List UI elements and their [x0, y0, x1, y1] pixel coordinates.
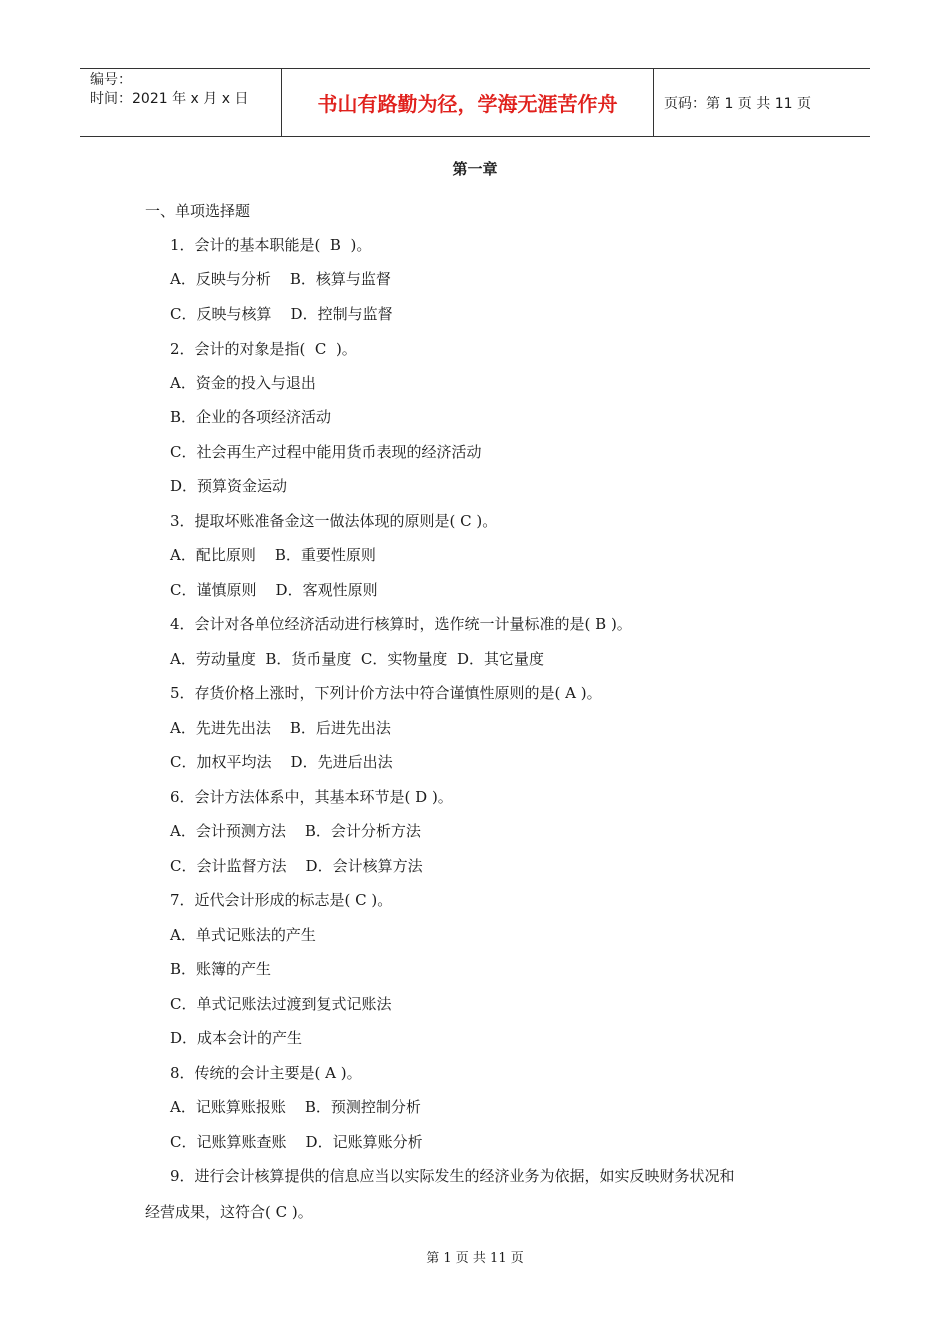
- question-line: 9．进行会计核算提供的信息应当以实际发生的经济业务为依据，如实反映财务状况和: [170, 1167, 735, 1185]
- header-page-cell: [654, 69, 870, 136]
- header-meta-cell: [80, 69, 282, 136]
- question-line: 5．存货价格上涨时，下列计价方法中符合谨慎性原则的是( A )。: [170, 684, 602, 702]
- option-line: A．单式记账法的产生: [170, 926, 316, 944]
- option-line: B．企业的各项经济活动: [170, 408, 332, 426]
- page-footer: 第 1 页 共 11 页: [426, 1251, 524, 1266]
- option-line: A．配比原则 B．重要性原则: [170, 546, 376, 564]
- question-line: 7．近代会计形成的标志是( C )。: [170, 891, 393, 909]
- option-line: C．谨慎原则 D．客观性原则: [170, 581, 378, 599]
- option-line: B．账簿的产生: [170, 960, 272, 978]
- question-line: 2．会计的对象是指( C )。: [170, 340, 357, 358]
- option-line: A．反映与分析 B．核算与监督: [170, 270, 391, 288]
- option-line: C．会计监督方法 D．会计核算方法: [170, 857, 423, 875]
- option-line: A．会计预测方法 B．会计分析方法: [170, 822, 421, 840]
- option-line: C．记账算账查账 D．记账算账分析: [170, 1133, 423, 1151]
- option-line: D．预算资金运动: [170, 477, 288, 495]
- question-line: 1．会计的基本职能是( B )。: [170, 236, 372, 254]
- question-line: 6．会计方法体系中，其基本环节是( D )。: [170, 788, 453, 806]
- document-header: [80, 68, 870, 137]
- option-line: C．单式记账法过渡到复式记账法: [170, 995, 392, 1013]
- option-line: D．成本会计的产生: [170, 1029, 303, 1047]
- question-line-continued: 经营成果，这符合( C )。: [145, 1203, 313, 1221]
- option-line: C．加权平均法 D．先进后出法: [170, 753, 393, 771]
- page-label: 页码：第 1 页 共 11 页: [664, 95, 811, 112]
- question-line: 8．传统的会计主要是( A )。: [170, 1064, 362, 1082]
- number-label: 编号：: [90, 72, 132, 88]
- question-line: 3．提取坏账准备金这一做法体现的原则是( C )。: [170, 512, 498, 530]
- chapter-title: 第一章: [452, 160, 498, 178]
- option-line: A．资金的投入与退出: [170, 374, 316, 392]
- section-title: 一、单项选择题: [145, 202, 251, 220]
- option-line: C．反映与核算 D．控制与监督: [170, 305, 393, 323]
- option-line: A．先进先出法 B．后进先出法: [170, 719, 391, 737]
- motto-text: 书山有路勤为径，学海无涯苦作舟: [317, 92, 618, 116]
- option-line: A．劳动量度 B．货币量度 C．实物量度 D．其它量度: [170, 650, 544, 668]
- time-label: 时间：2021 年 x 月 x 日: [90, 91, 249, 107]
- option-line: A．记账算账报账 B．预测控制分析: [170, 1098, 421, 1116]
- header-motto-cell: [282, 69, 654, 136]
- question-line: 4．会计对各单位经济活动进行核算时，选作统一计量标准的是( B )。: [170, 615, 632, 633]
- option-line: C．社会再生产过程中能用货币表现的经济活动: [170, 443, 482, 461]
